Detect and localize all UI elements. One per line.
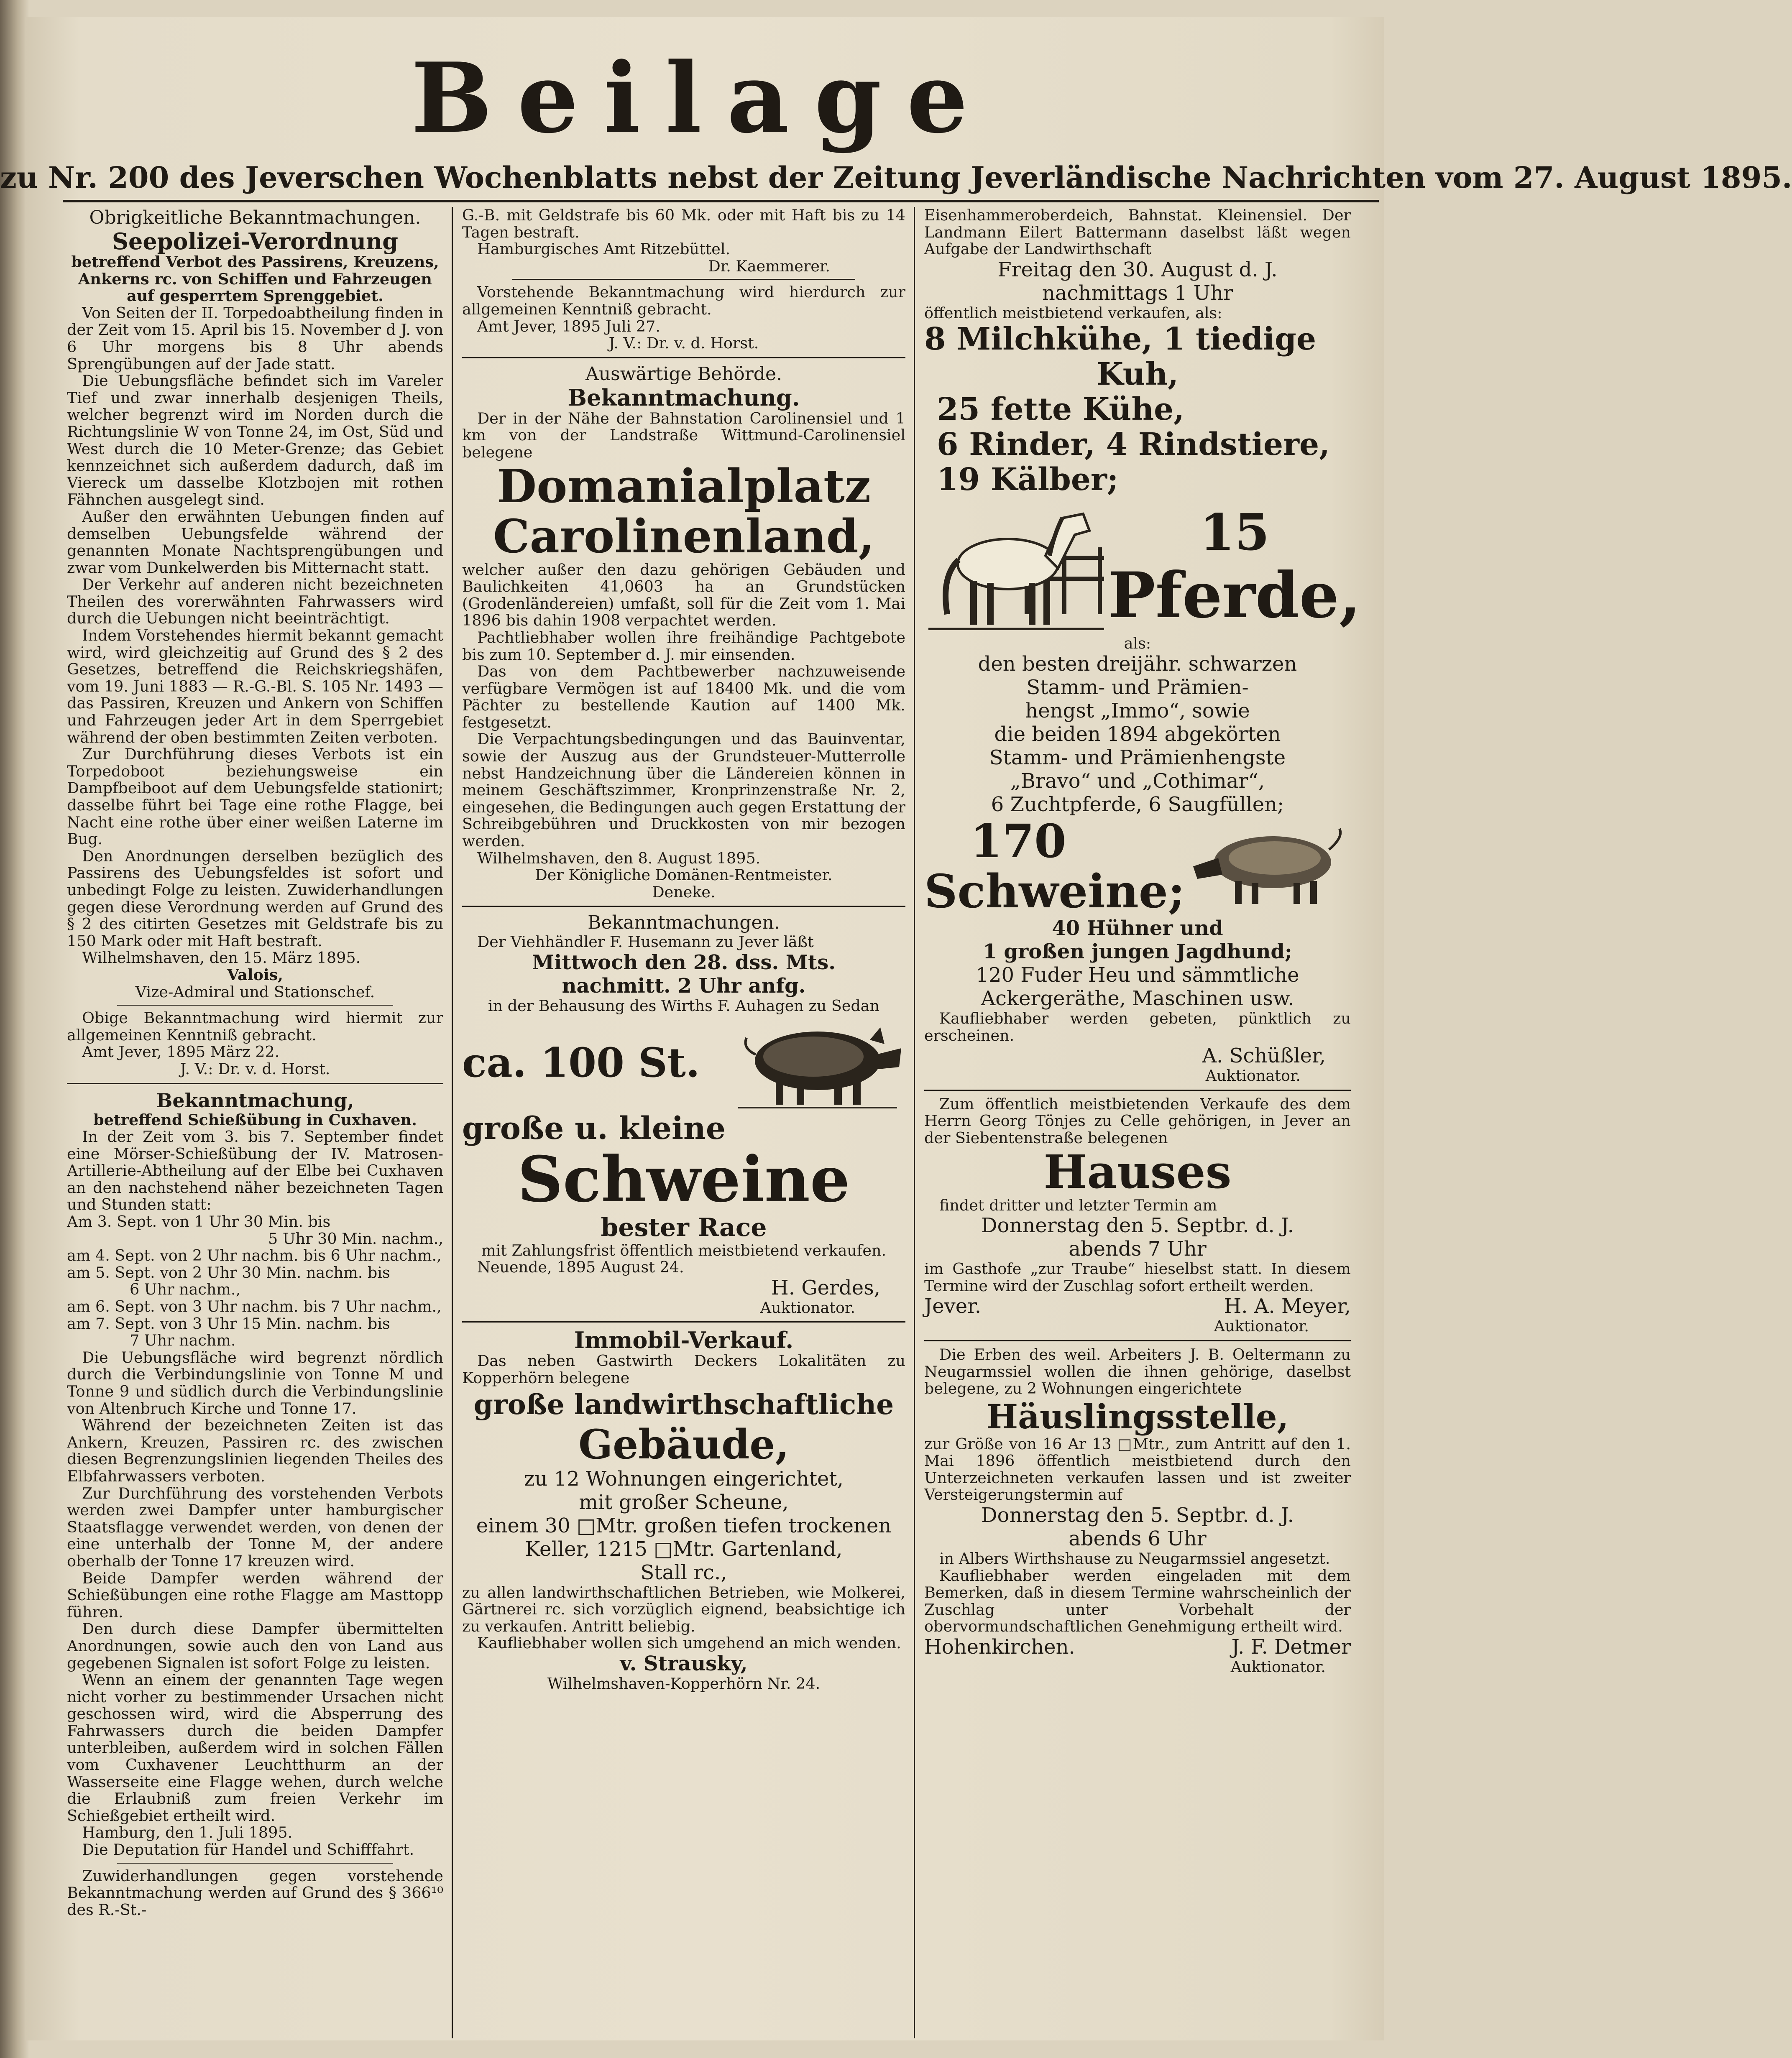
- signature: J. V.: Dr. v. d. Horst.: [180, 1060, 330, 1078]
- schedule-line: am 6. Sept. von 3 Uhr nachm. bis 7 Uhr nachm.,: [67, 1297, 442, 1316]
- place: Jever.: [924, 1295, 982, 1318]
- paragraph: Den durch diese Dampfer übermittelten Anordnungen, sowie auch den von Land aus gegebenen Signalen ist sofort Folge zu leisten.: [67, 1620, 443, 1672]
- signature-title: Auktionator.: [1230, 1658, 1326, 1676]
- sale-time: abends 6 Uhr: [1069, 1527, 1207, 1551]
- paragraph: Vorstehende Bekanntmachung wird hierdurch zur allgemeinen Kenntniß gebracht.: [462, 283, 905, 318]
- place-date: Neuende, 1895 August 24.: [477, 1258, 684, 1277]
- divider: [67, 1083, 443, 1084]
- divider: [117, 1863, 393, 1864]
- horse-line: Stamm- und Prämienhengste: [989, 746, 1286, 769]
- column-separator: [452, 207, 453, 2038]
- sale-time: abends 7 Uhr: [1069, 1237, 1207, 1261]
- signature-title: Auktionator.: [760, 1298, 855, 1317]
- livestock-line: 6 Rinder, 4 Rindstiere,: [937, 426, 1330, 463]
- paragraph: Kaufliebhaber wollen sich umgehend an mich wenden.: [477, 1634, 901, 1652]
- horse-count: 15: [1199, 503, 1270, 562]
- paragraph: Zum öffentlich meistbietenden Verkaufe des dem Herrn Georg Tönjes zu Celle gehörigen, in Jever an der Siebentenstraße belegenen: [924, 1095, 1351, 1147]
- horse-line: den besten dreijähr. schwarzen: [978, 652, 1297, 676]
- signature-title: Der Königliche Domänen-Rentmeister.: [535, 866, 833, 884]
- place-date: Amt Jever, 1895 Juli 27.: [477, 317, 660, 335]
- pig-illustration-icon: [730, 1015, 905, 1111]
- livestock-line: 8 Milchkühe, 1 tiedige: [924, 321, 1317, 357]
- paragraph: Wenn an einem der genannten Tage wegen nicht vorher zu bestimmender Ursachen nicht geschossen wird, wird die Absperrung des Fahrwassers durch die beiden Dampfer unterbleiben, außerdem wird in solchen Fällen vom Cuxhavener Leuchtthurm an der Wasserseite eine Flagge wehen, durch welche die Erlaubniß zum freien Verkehr im Schießgebiet ertheilt wird.: [67, 1671, 443, 1825]
- paragraph: Von Seiten der II. Torpedoabtheilung finden in der Zeit vom 15. April bis 15. November d J. von 6 Uhr morgens bis 8 Uhr abends Sprengübungen auf der Jade statt.: [67, 304, 443, 373]
- paragraph: Kaufliebhaber werden gebeten, pünktlich zu erscheinen.: [924, 1009, 1351, 1044]
- feature-line: einem 30 □Mtr. großen tiefen trockenen: [476, 1514, 892, 1537]
- signature-name: H. A. Meyer,: [1224, 1295, 1351, 1318]
- paragraph: Außer den erwähnten Uebungen finden auf demselben Uebungsfelde während der genannten Monate Nachtsprengübungen und zwar vom Dunkelwerden bis Mitternacht statt.: [67, 507, 443, 577]
- column-3: [924, 206, 1361, 1676]
- signature-name: J. F. Detmer: [1231, 1635, 1351, 1659]
- divider: [924, 1340, 1351, 1341]
- schedule-line: 5 Uhr 30 Min. nachm.,: [268, 1229, 443, 1248]
- sale-date: Donnerstag den 5. Septbr. d. J.: [981, 1504, 1294, 1527]
- paragraph: mit Zahlungsfrist öffentlich meistbietend verkaufen.: [481, 1241, 887, 1259]
- quantity-headline: ca. 100 St.: [462, 1039, 700, 1086]
- headline-gebaeude: Gebäude,: [578, 1420, 789, 1468]
- place-date: Hamburg, den 1. Juli 1895.: [82, 1823, 293, 1842]
- feature-line: mit großer Scheune,: [579, 1490, 789, 1514]
- paragraph: Kaufliebhaber werden eingeladen mit dem Bemerken, daß in diesem Termine wahrscheinlich der Zuschlag unter Vorbehalt der obervormundschaftlichen Genehmigung ertheilt wird.: [924, 1566, 1351, 1636]
- schedule-line: 7 Uhr nachm.: [130, 1331, 236, 1350]
- horse-line: die beiden 1894 abgekörten: [994, 722, 1281, 746]
- horse-line: hengst „Immo“, sowie: [1025, 699, 1250, 723]
- signature-name: H. Gerdes,: [771, 1276, 880, 1300]
- estate-name: Domanialplatz: [496, 459, 871, 513]
- divider: [512, 279, 855, 280]
- paragraph: Den Anordnungen derselben bezüglich des Passirens des Uebungsfeldes ist sofort und unbedingt Folge zu leisten. Zuwiderhandlungen gegen diese Verordnung werden auf Grund des § 2 des citirten Gesetzes mit Geldstrafe bis zu 150 Mark oder mit Haft bestraft.: [67, 847, 443, 950]
- signature-row: [924, 1635, 1351, 1659]
- swine-count-block: [924, 816, 1185, 917]
- paragraph: öffentlich meistbietend verkaufen, als:: [924, 304, 1222, 322]
- headline: große u. kleine: [462, 1110, 726, 1146]
- signature-title: Auktionator.: [1214, 1317, 1309, 1335]
- divider: [462, 1321, 905, 1323]
- divider: [462, 906, 905, 907]
- paragraph: Das von dem Pachtbewerber nachzuweisende verfügbare Vermögen ist auf 18400 Mk. und die vom Pächter zu bestellende Kaution auf 1400 Mk. festgesetzt.: [462, 662, 905, 731]
- horse-line: 6 Zuchtpferde, 6 Saugfüllen;: [991, 792, 1284, 816]
- sale-date: Freitag den 30. August d. J.: [997, 258, 1278, 281]
- paragraph: als:: [1124, 634, 1151, 653]
- section-heading: Auswärtige Behörde.: [585, 363, 782, 385]
- notice-subtitle: betreffend Schießübung in Cuxhaven.: [93, 1111, 417, 1129]
- livestock-line: 40 Hühner und: [1052, 916, 1223, 940]
- notice-title: Bekanntmachung,: [156, 1089, 354, 1112]
- schedule-line: am 5. Sept. von 2 Uhr 30 Min. nachm. bis: [67, 1263, 390, 1282]
- feature-line: Stall rc.,: [640, 1560, 727, 1584]
- masthead-title: Beilage: [411, 42, 993, 155]
- signature: Die Deputation für Handel und Schifffahrt.: [82, 1841, 414, 1859]
- masthead-rule: [63, 200, 1379, 202]
- divider: [117, 1005, 393, 1006]
- livestock-line: 1 großen jungen Jagdhund;: [983, 940, 1292, 963]
- paragraph: Das neben Gastwirth Deckers Lokalitäten zu Kopperhörn belegene: [462, 1352, 905, 1387]
- livestock-line: Kuh,: [1096, 356, 1179, 393]
- paragraph: in Albers Wirthshause zu Neugarmssiel angesetzt.: [939, 1550, 1330, 1568]
- signature-name: A. Schüßler,: [1202, 1044, 1326, 1068]
- paragraph: Der in der Nähe der Bahnstation Carolinensiel und 1 km von der Landstraße Wittmund-Carolinensiel belegene: [462, 409, 905, 461]
- item-line: Ackergeräthe, Maschinen usw.: [981, 986, 1294, 1010]
- place-date: Wilhelmshaven, den 8. August 1895.: [477, 849, 761, 867]
- livestock-line: 19 Kälber;: [937, 462, 1119, 498]
- paragraph: In der Zeit vom 3. bis 7. September findet eine Mörser-Schießübung der IV. Matrosen-Artillerie-Abtheilung auf der Elbe bei Cuxhaven an den nachstehend näher bezeichneten Tagen und Stunden statt:: [67, 1128, 443, 1214]
- paragraph: Während der bezeichneten Zeiten ist das Ankern, Kreuzen, Passiren rc. des zwischen diesen Begrenzungslinien liegenden Theiles des Elbfahrwassers verboten.: [67, 1416, 443, 1485]
- paragraph: in der Behausung des Wirths F. Auhagen zu Sedan: [488, 997, 880, 1015]
- paragraph: Die Uebungsfläche befindet sich im Vareler Tief und zwar innerhalb desjenigen Theils, welcher begrenzt wird im Norden durch die Richtungslinie W von Tonne 24, im Ost, Süd und West durch die 10 Meter-Grenze; das Gebiet kennzeichnet sich außerdem dadurch, daß im Viereck um dasselbe Klotzbojen mit rothen Fähnchen ausgelegt sind.: [67, 372, 443, 509]
- paragraph: G.-B. mit Geldstrafe bis 60 Mk. oder mit Haft bis zu 14 Tagen bestraft.: [462, 206, 905, 241]
- paragraph: Beide Dampfer werden während der Schießübungen eine rothe Flagge am Masttopp führen.: [67, 1569, 443, 1621]
- sale-time: nachmittags 1 Uhr: [1042, 281, 1233, 305]
- horse-line: Stamm- und Prämien-: [1026, 675, 1249, 699]
- section-heading: Bekanntmachungen.: [588, 912, 780, 934]
- paragraph: Indem Vorstehendes hiermit bekannt gemacht wird, wird gleichzeitig auf Grund des § 2 des Gesetzes, betreffend die Reichskriegshäfen, vom 19. Juni 1883 — R.-G.-Bl. S. 105 Nr. 1493 — das Passiren, Kreuzen und Ankern von Schiffen und Fahrzeugen jeder Art in dem Sperrgebiet während der oben bestimmten Zeiten verboten.: [67, 626, 443, 746]
- masthead-subtitle: zu Nr. 200 des Jeverschen Wochenblatts nebst der Zeitung Jeverländische Nachrichten vom 27. August 1895.: [0, 160, 1792, 195]
- sale-date: Donnerstag den 5. Septbr. d. J.: [981, 1214, 1294, 1238]
- headline-schweine: Schweine;: [924, 864, 1185, 918]
- signature-name: v. Strausky,: [620, 1652, 748, 1675]
- swine-row: [924, 816, 1351, 917]
- headline-hauses: Hauses: [1043, 1144, 1232, 1199]
- schedule-line: 6 Uhr nachm.,: [130, 1280, 241, 1299]
- horse-count-block: [1108, 503, 1361, 633]
- swine-count: 170: [970, 814, 1066, 868]
- signature-row: [924, 1295, 1351, 1318]
- place-date: Amt Jever, 1895 März 22.: [82, 1043, 280, 1061]
- column-1: [67, 207, 443, 1918]
- section-heading: Obrigkeitliche Bekanntmachungen.: [89, 207, 421, 228]
- paragraph: findet dritter und letzter Termin am: [939, 1196, 1217, 1214]
- paragraph: Eisenhammeroberdeich, Bahnstat. Kleinensiel. Der Landmann Eilert Battermann daselbst läßt wegen Aufgabe der Landwirthschaft: [924, 206, 1351, 258]
- sale-time: nachmitt. 2 Uhr anfg.: [562, 974, 806, 998]
- divider: [462, 357, 905, 358]
- pig-row: [462, 1015, 905, 1111]
- signature-name: Valois,: [227, 965, 283, 984]
- paragraph: Zur Durchführung dieses Verbots ist ein Torpedoboot beziehungsweise ein Dampfbeiboot auf dem Uebungsfelde stationirt; dasselbe führt bei Tage eine rothe Flagge, bei Nacht eine rothe über einer weißen Laterne im Bug.: [67, 745, 443, 848]
- paragraph: Zuwiderhandlungen gegen vorstehende Bekanntmachung werden auf Grund des § 366¹⁰ des R.-St.-: [67, 1866, 443, 1919]
- paragraph: Die Erben des weil. Arbeiters J. B. Oeltermann zu Neugarmssiel wollen die ihnen gehörige, daselbst belegene, zu 2 Wohnungen eingerichtete: [924, 1345, 1351, 1398]
- horse-illustration-icon: [924, 497, 1108, 635]
- feature-line: zu 12 Wohnungen eingerichtet,: [524, 1467, 844, 1491]
- paragraph: Der Viehhändler F. Husemann zu Jever läßt: [477, 933, 814, 951]
- horse-row: [924, 497, 1361, 635]
- paragraph: Der Verkehr auf anderen nicht bezeichneten Theilen des vorerwähnten Fahrwassers wird durch die Uebungen nicht beeinträchtigt.: [67, 575, 443, 628]
- signature-name: Deneke.: [652, 883, 716, 901]
- signature: Dr. Kaemmerer.: [708, 257, 830, 275]
- schedule-line: am 4. Sept. von 2 Uhr nachm. bis 6 Uhr nachm.,: [67, 1246, 442, 1265]
- paragraph: welcher außer den dazu gehörigen Gebäuden und Baulichkeiten 41,0603 ha an Grundstücken (Grodenländereien) umfaßt, soll für die Zeit vom 1. Mai 1896 bis dahin 1908 verpachtet werden.: [462, 560, 905, 630]
- paragraph: Die Uebungsfläche wird begrenzt nördlich durch die Verbindungslinie von Tonne M und Tonne 9 und südlich durch die Verbindungslinie von Altenbruch Kirche und Tonne 17.: [67, 1348, 443, 1417]
- item-line: 120 Fuder Heu und sämmtliche: [976, 963, 1299, 987]
- signature-title: Vize-Admiral und Stationschef.: [135, 983, 375, 1001]
- headline: große landwirthschaftliche: [473, 1388, 894, 1421]
- signature-address: Wilhelmshaven-Kopperhörn Nr. 24.: [547, 1674, 821, 1693]
- sale-date: Mittwoch den 28. dss. Mts.: [532, 951, 836, 974]
- schedule-line: Am 3. Sept. von 1 Uhr 30 Min. bis: [67, 1213, 331, 1231]
- paragraph: Zur Durchführung des vorstehenden Verbots werden zwei Dampfer unter hamburgischer Staatsflagge verwendet werden, von denen der eine unterhalb der Tonne M, der andere oberhalb der Tonne 17 kreuzen wird.: [67, 1484, 443, 1570]
- horse-line: „Bravo“ und „Cothimar“,: [1010, 769, 1265, 793]
- notice-title: Immobil-Verkauf.: [574, 1327, 794, 1354]
- paragraph: Die Verpachtungsbedingungen und das Bauinventar, sowie der Auszug aus der Grundsteuer-Mutterrolle nebst Handzeichnung über die Ländereien können in meinem Geschäftszimmer, Kronprinzenstraße Nr. 2, eingesehen, die Bedingungen auch gegen Erstattung der Schreibgebühren und Druckkosten von mir bezogen werden.: [462, 730, 905, 850]
- headline-haeuslingsstelle: Häuslingsstelle,: [986, 1397, 1289, 1436]
- headline-pferde: Pferde,: [1108, 559, 1361, 633]
- paragraph: zu allen landwirthschaftlichen Betrieben, wie Molkerei, Gärtnerei rc. sich vorzüglich eignend, beabsichtige ich zu verkaufen. Antritt beliebig.: [462, 1583, 905, 1635]
- paragraph: Pachtliebhaber wollen ihre freihändige Pachtgebote bis zum 10. September d. J. mir einsenden.: [462, 628, 905, 664]
- headline: bester Race: [601, 1213, 767, 1242]
- place-date: Wilhelmshaven, den 15. März 1895.: [82, 949, 361, 967]
- feature-line: Keller, 1215 □Mtr. Gartenland,: [525, 1537, 843, 1561]
- place-date: Hamburgisches Amt Ritzebüttel.: [477, 240, 731, 258]
- headline-schweine: Schweine: [517, 1142, 850, 1216]
- notice-title: Seepolizei-Verordnung: [112, 228, 399, 255]
- divider: [924, 1090, 1351, 1091]
- notice-title: Bekanntmachung.: [568, 384, 800, 411]
- column-2: [462, 207, 905, 1693]
- signature: J. V.: Dr. v. d. Horst.: [608, 334, 759, 352]
- paragraph: Obige Bekanntmachung wird hiermit zur allgemeinen Kenntniß gebracht.: [67, 1009, 443, 1044]
- pig-illustration-icon: [1185, 825, 1352, 908]
- notice-subtitle: betreffend Verbot des Passirens, Kreuzens, Ankerns rc. von Schiffen und Fahrzeugen auf gesperrtem Sprenggebiet.: [71, 253, 439, 305]
- column-separator: [914, 207, 915, 2038]
- estate-name: Carolinenland,: [493, 509, 874, 563]
- paragraph: zur Größe von 16 Ar 13 □Mtr., zum Antritt auf den 1. Mai 1896 öffentlich meistbietend durch den Unterzeichneten verkaufen lassen und ist zweiter Versteigerungstermin auf: [924, 1435, 1351, 1504]
- livestock-line: 25 fette Kühe,: [937, 391, 1184, 428]
- schedule-line: am 7. Sept. von 3 Uhr 15 Min. nachm. bis: [67, 1314, 390, 1333]
- signature-title: Auktionator.: [1205, 1067, 1301, 1085]
- paragraph: im Gasthofe „zur Traube“ hieselbst statt. In diesem Termine wird der Zuschlag sofort ertheilt werden.: [924, 1260, 1351, 1295]
- place: Hohenkirchen.: [924, 1635, 1075, 1659]
